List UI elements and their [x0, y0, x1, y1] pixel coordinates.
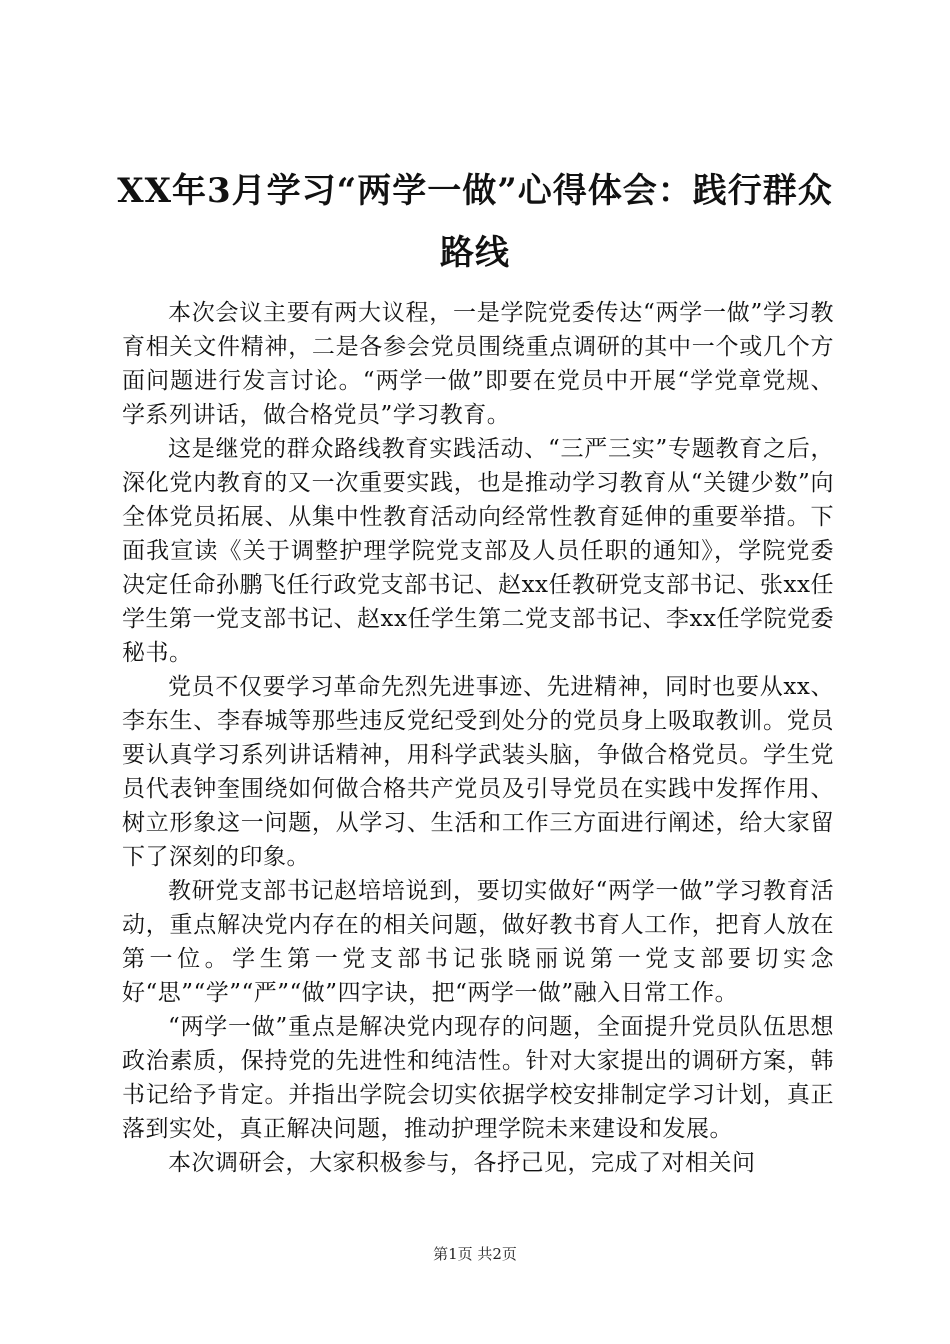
paragraph-2: 这是继党的群众路线教育实践活动、“三严三实”专题教育之后，深化党内教育的又一次重要实践，也是推动学习教育从“关键少数”向全体党员拓展、从集中性教育活动向经常性教育延伸的重要举措。下面我宣读《关于调整护理学院党支部及人员任职的通知》，学院党委决定任命孙鹏飞任行政党支部书记、赵xx任教研党支部书记、张xx任学生第一党支部书记、赵xx任学生第二党支部书记、李xx任学院党委秘书。 — [122, 436, 834, 666]
page-number-footer: 第1页 共2页 — [433, 1245, 517, 1263]
document-title: XX年3月学习“两学一做”心得体会：践行群众路线 — [117, 171, 833, 273]
document-body — [122, 296, 834, 1180]
paragraph-5: “两学一做”重点是解决党内现存的问题，全面提升党员队伍思想政治素质，保持党的先进性和纯洁性。针对大家提出的调研方案，韩书记给予肯定。并指出学院会切实依据学校安排制定学习计划，真正落到实处，真正解决问题，推动护理学院未来建设和发展。 — [122, 1014, 834, 1142]
paragraph-4: 教研党支部书记赵培培说到，要切实做好“两学一做”学习教育活动，重点解决党内存在的相关问题，做好教书育人工作，把育人放在第一位。学生第一党支部书记张晓丽说第一党支部要切实念好“思”“学”“严”“做”四字诀，把“两学一做”融入日常工作。 — [122, 878, 834, 1006]
paragraph-6: 本次调研会，大家积极参与，各抒己见，完成了对相关问 — [168, 1150, 756, 1176]
paragraph-3: 党员不仅要学习革命先烈先进事迹、先进精神，同时也要从xx、李东生、李春城等那些违反党纪受到处分的党员身上吸取教训。党员要认真学习系列讲话精神，用科学武装头脑，争做合格党员。学生党员代表钟奎围绕如何做合格共产党员及引导党员在实践中发挥作用、树立形象这一问题，从学习、生活和工作三方面进行阐述，给大家留下了深刻的印象。 — [122, 674, 834, 870]
paragraph-1: 本次会议主要有两大议程，一是学院党委传达“两学一做”学习教育相关文件精神，二是各参会党员围绕重点调研的其中一个或几个方面问题进行发言讨论。“两学一做”即要在党员中开展“学党章党规、学系列讲话，做合格党员”学习教育。 — [122, 300, 834, 428]
